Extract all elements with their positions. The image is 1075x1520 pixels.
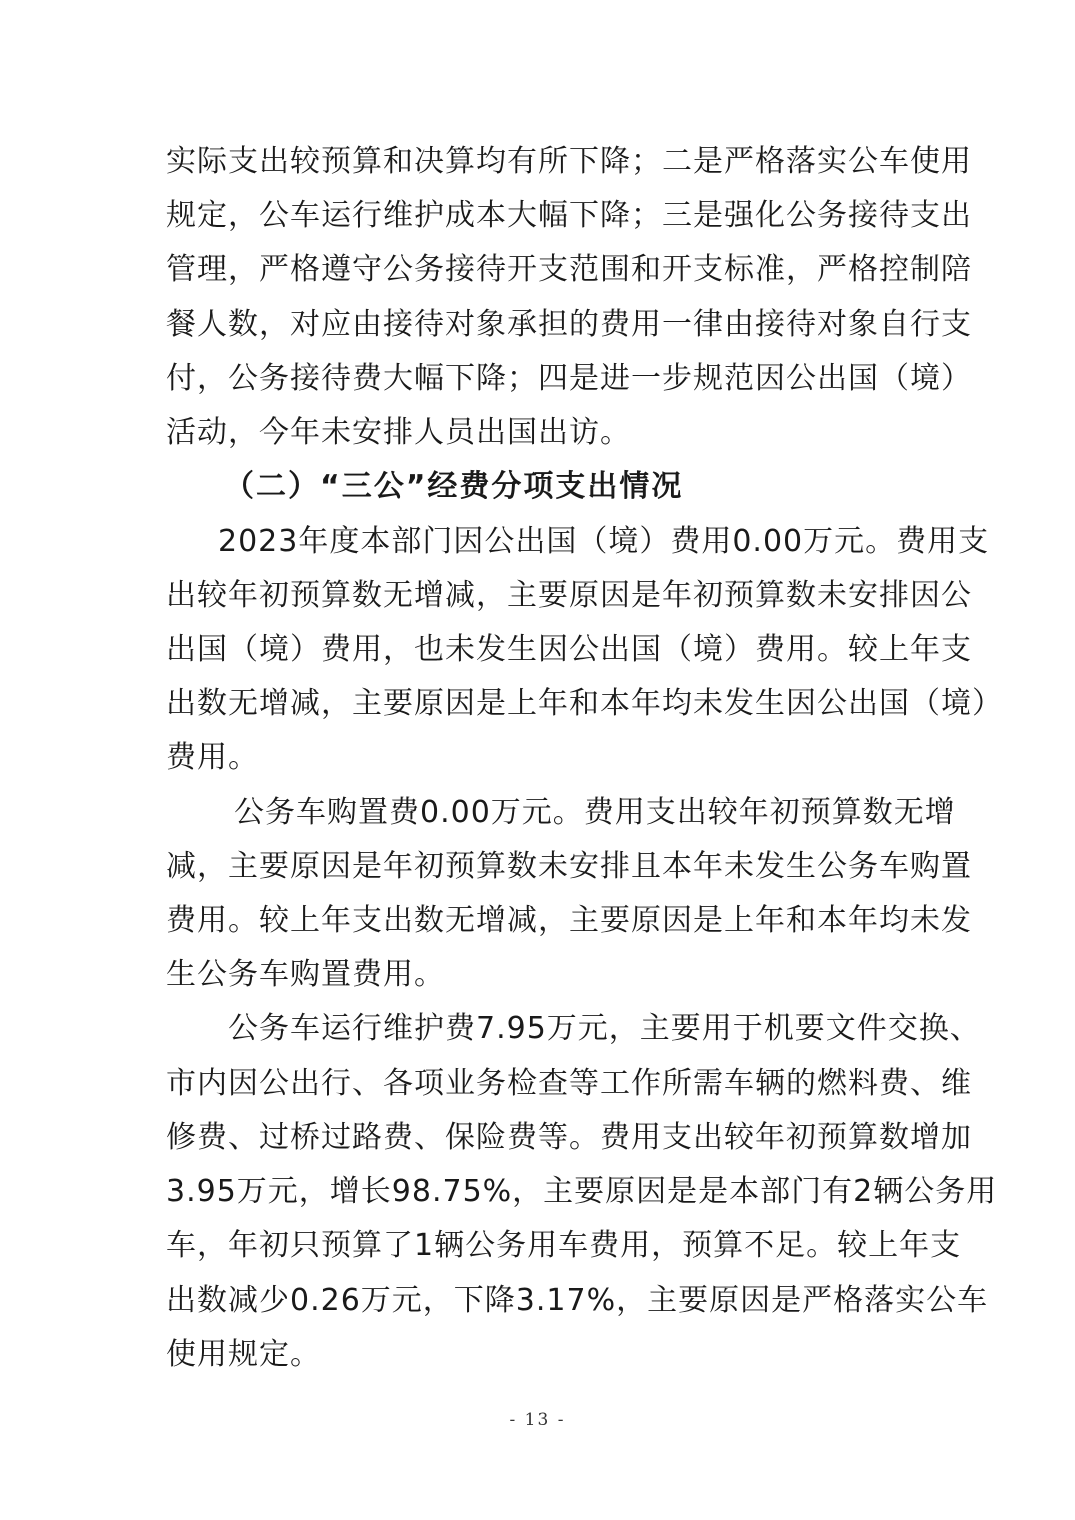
body-text-line: 公务车运行维护费7.95万元，主要用于机要文件交换、 <box>228 1011 981 1046</box>
body-text-line: 费用。较上年支出数无增减，主要原因是上年和本年均未发 <box>166 903 972 938</box>
body-text-line: 2023年度本部门因公出国（境）费用0.00万元。费用支 <box>218 524 990 559</box>
body-text-line: 生公务车购置费用。 <box>166 957 445 992</box>
page-number: - 13 - <box>509 1410 566 1430</box>
section-heading: （二）“三公”经费分项支出情况 <box>224 469 684 504</box>
body-text-line: 出数减少0.26万元，下降3.17%，主要原因是严格落实公车 <box>166 1283 989 1318</box>
body-text-line: 付，公务接待费大幅下降；四是进一步规范因公出国（境） <box>166 361 972 396</box>
body-text-line: 修费、过桥过路费、保险费等。费用支出较年初预算数增加 <box>166 1120 972 1155</box>
body-text-line: 市内因公出行、各项业务检查等工作所需车辆的燃料费、维 <box>166 1066 972 1101</box>
body-text-line: 出国（境）费用，也未发生因公出国（境）费用。较上年支 <box>166 632 972 667</box>
body-text-line: 管理，严格遵守公务接待开支范围和开支标准，严格控制陪 <box>166 252 972 287</box>
body-text-line: 减，主要原因是年初预算数未安排且本年未发生公务车购置 <box>166 849 972 884</box>
body-text-line: 活动，今年未安排人员出国出访。 <box>166 415 631 450</box>
body-text-line: 餐人数，对应由接待对象承担的费用一律由接待对象自行支 <box>166 307 972 342</box>
body-text-line: 车，年初只预算了1辆公务用车费用，预算不足。较上年支 <box>166 1228 962 1263</box>
body-text-line: 出较年初预算数无增减，主要原因是年初预算数未安排因公 <box>166 578 972 613</box>
body-text-line: 费用。 <box>166 740 259 775</box>
body-text-line: 公务车购置费0.00万元。费用支出较年初预算数无增 <box>234 795 956 830</box>
body-text-line: 使用规定。 <box>166 1337 321 1372</box>
body-text-line: 出数无增减，主要原因是上年和本年均未发生因公出国（境） <box>166 686 1003 721</box>
body-text-line: 规定，公车运行维护成本大幅下降；三是强化公务接待支出 <box>166 198 972 233</box>
body-text-line: 3.95万元，增长98.75%，主要原因是是本部门有2辆公务用 <box>166 1174 998 1209</box>
body-text-line: 实际支出较预算和决算均有所下降；二是严格落实公车使用 <box>166 144 972 179</box>
